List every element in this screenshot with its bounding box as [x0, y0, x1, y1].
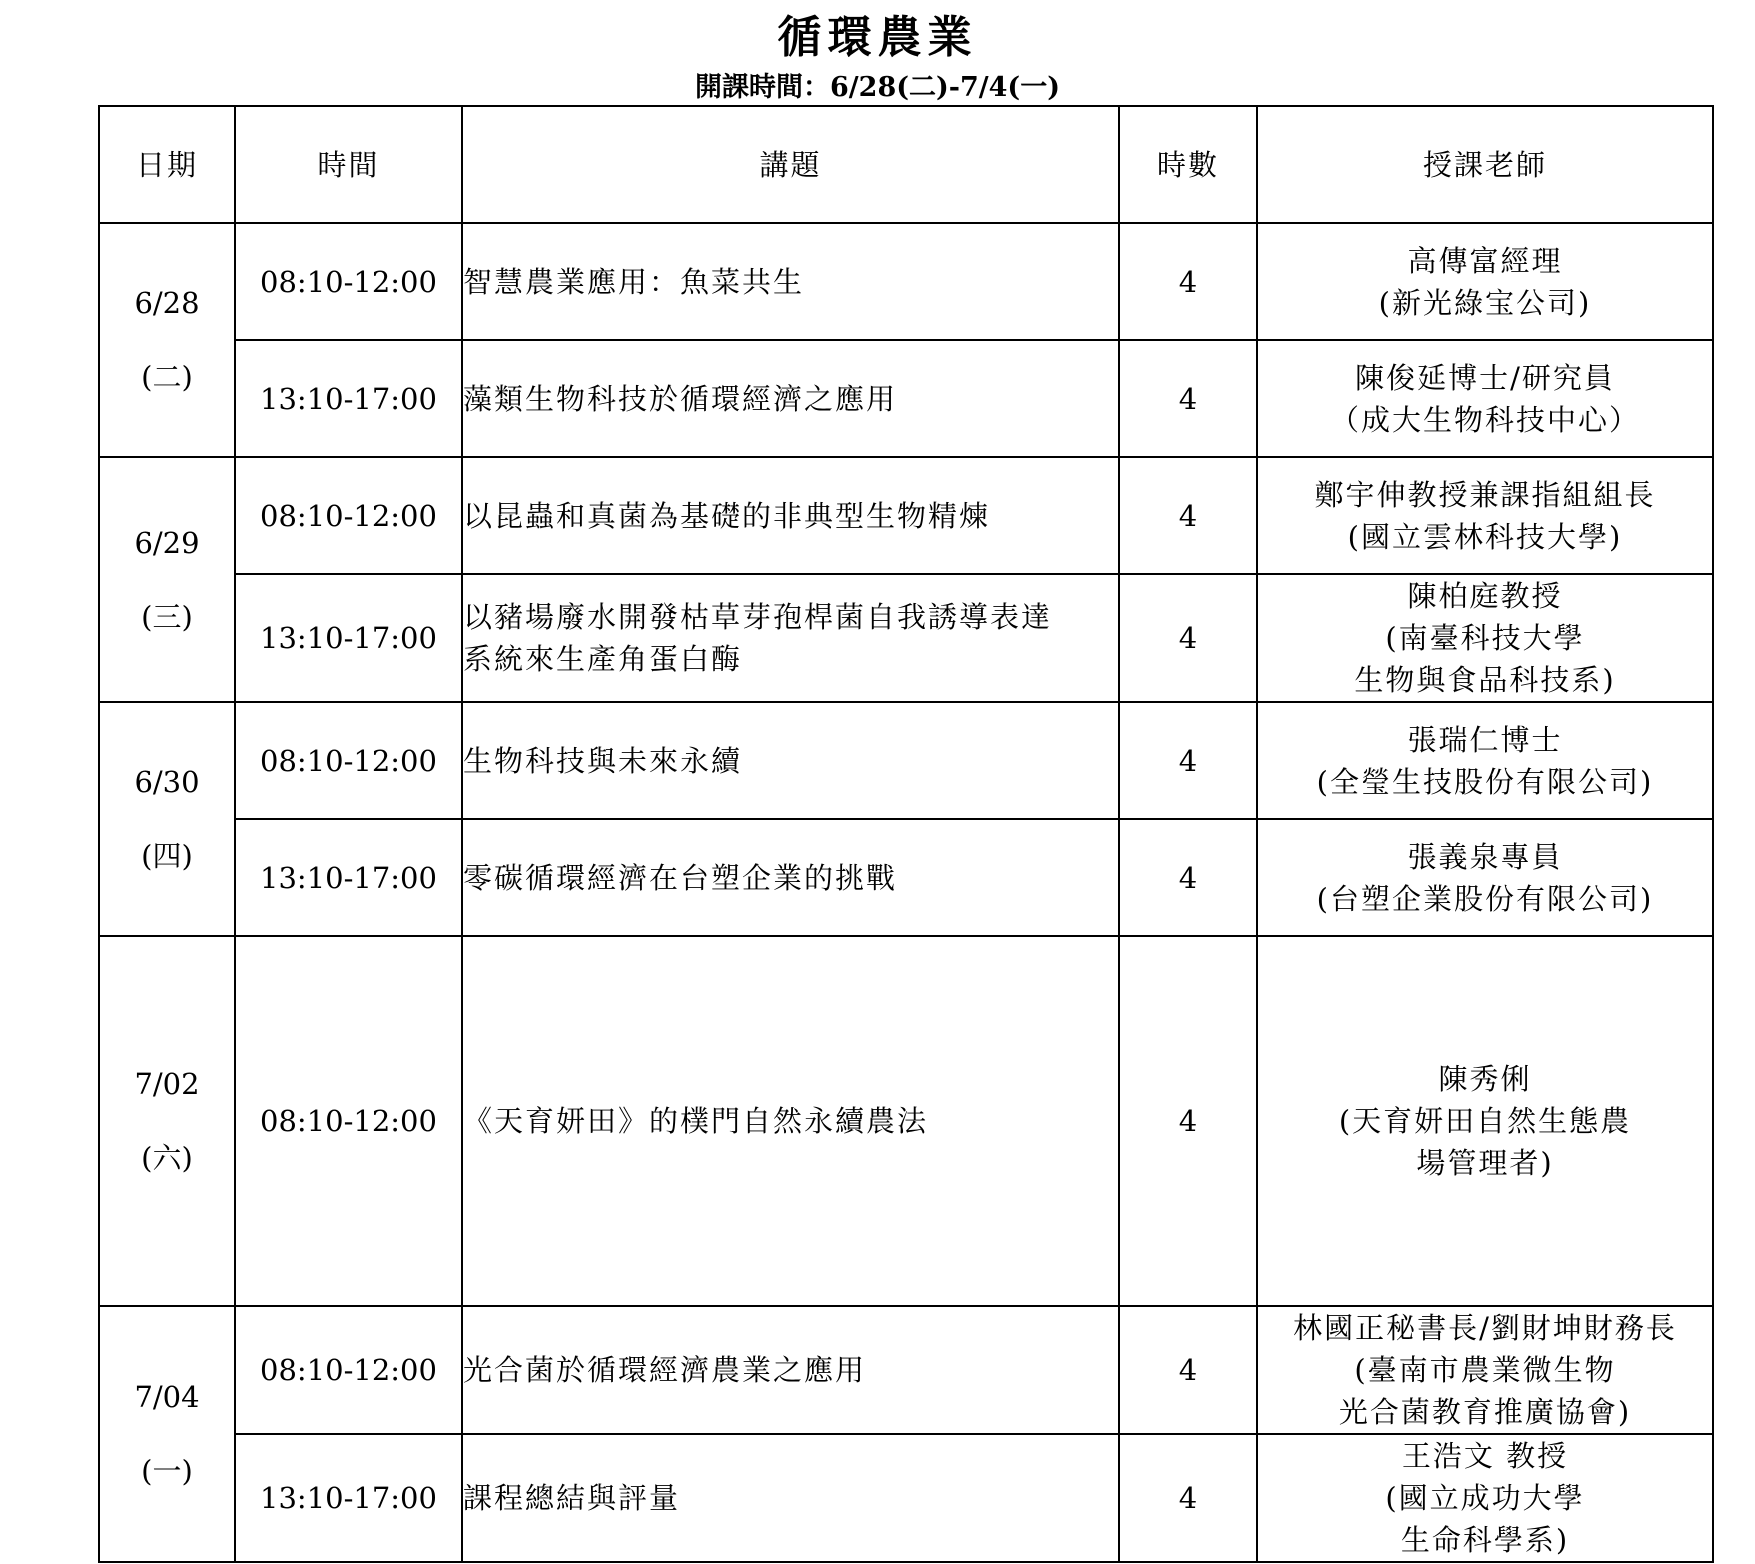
time-cell: 13:10-17:00	[235, 574, 462, 702]
teacher-line: 陳柏庭教授	[1407, 579, 1563, 613]
teacher-line: (臺南市農業微生物	[1354, 1353, 1616, 1387]
course-schedule-table	[98, 105, 1714, 1563]
teacher-line: 林國正秘書長/劉財坤財務長	[1293, 1311, 1677, 1345]
topic-cell	[462, 936, 1119, 1306]
teacher-line: (國立成功大學	[1385, 1481, 1585, 1515]
topic-line: 智慧農業應用：魚菜共生	[463, 264, 805, 299]
teacher-line: 鄭宇伸教授兼課指組組長	[1314, 477, 1656, 512]
teacher-line: 場管理者)	[1416, 1146, 1554, 1180]
hours-cell: 4	[1119, 574, 1257, 702]
teacher-line: (全瑩生技股份有限公司)	[1316, 764, 1654, 799]
weekday-value: (四)	[141, 839, 193, 873]
column-header-time: 時間	[235, 106, 462, 223]
teacher-line: 陳秀俐	[1438, 1062, 1532, 1096]
teacher-line: 生物與食品科技系)	[1354, 663, 1616, 697]
table-row	[99, 936, 1713, 1306]
hours-cell: 4	[1119, 223, 1257, 340]
table-row	[99, 457, 1713, 574]
hours-cell: 4	[1119, 936, 1257, 1306]
teacher-line: 陳俊延博士/研究員	[1355, 360, 1615, 395]
topic-cell	[462, 702, 1119, 819]
date-cell	[99, 1306, 235, 1562]
topic-cell	[462, 1306, 1119, 1434]
teacher-line: 張義泉專員	[1407, 839, 1563, 874]
topic-cell	[462, 819, 1119, 936]
hours-cell: 4	[1119, 1306, 1257, 1434]
date-value: 7/04	[134, 1380, 200, 1414]
teacher-line: (國立雲林科技大學)	[1347, 519, 1623, 554]
table-row	[99, 1306, 1713, 1434]
teacher-cell	[1257, 340, 1713, 457]
table-header-row	[99, 106, 1713, 223]
hours-cell: 4	[1119, 702, 1257, 819]
teacher-line: (天育妍田自然生態農	[1338, 1104, 1632, 1138]
topic-line: 以昆蟲和真菌為基礎的非典型生物精煉	[463, 498, 991, 533]
column-header-teacher: 授課老師	[1257, 106, 1713, 223]
topic-line: 零碳循環經濟在台塑企業的挑戰	[463, 860, 898, 895]
topic-line: 光合菌於循環經濟農業之應用	[463, 1353, 867, 1387]
weekday-value: (一)	[141, 1454, 193, 1488]
time-cell: 08:10-12:00	[235, 223, 462, 340]
date-value: 7/02	[134, 1067, 200, 1101]
table-row	[99, 574, 1713, 702]
topic-line: 生物科技與未來永續	[463, 743, 743, 778]
date-value: 6/28	[134, 286, 200, 320]
time-cell: 13:10-17:00	[235, 1434, 462, 1562]
teacher-cell	[1257, 1306, 1713, 1434]
teacher-cell	[1257, 574, 1713, 702]
time-cell: 08:10-12:00	[235, 457, 462, 574]
teacher-line: 高傳富經理	[1407, 243, 1563, 278]
teacher-cell	[1257, 223, 1713, 340]
hours-cell: 4	[1119, 819, 1257, 936]
teacher-cell	[1257, 819, 1713, 936]
weekday-value: (三)	[141, 599, 193, 634]
weekday-value: (二)	[141, 360, 193, 394]
date-cell	[99, 936, 235, 1306]
column-header-topic: 講題	[462, 106, 1119, 223]
teacher-line: (新光綠宝公司)	[1378, 285, 1592, 320]
teacher-line: 王浩文 教授	[1401, 1439, 1569, 1473]
topic-cell	[462, 340, 1119, 457]
date-value: 6/30	[134, 765, 200, 799]
time-cell: 13:10-17:00	[235, 340, 462, 457]
hours-cell: 4	[1119, 340, 1257, 457]
teacher-cell	[1257, 457, 1713, 574]
teacher-line: (南臺科技大學	[1385, 621, 1585, 655]
topic-cell	[462, 457, 1119, 574]
column-header-date: 日期	[99, 106, 235, 223]
topic-line: 《天育妍田》的樸門自然永續農法	[463, 1104, 929, 1138]
topic-line: 藻類生物科技於循環經濟之應用	[463, 381, 898, 416]
hours-cell: 4	[1119, 1434, 1257, 1562]
table-row	[99, 819, 1713, 936]
topic-cell	[462, 574, 1119, 702]
table-row	[99, 340, 1713, 457]
teacher-line: (台塑企業股份有限公司)	[1316, 881, 1654, 916]
teacher-line: 生命科學系)	[1400, 1523, 1570, 1557]
time-cell: 08:10-12:00	[235, 1306, 462, 1434]
teacher-cell	[1257, 1434, 1713, 1562]
topic-line: 以豬場廢水開發枯草芽孢桿菌自我誘導表達	[463, 600, 1053, 634]
date-value: 6/29	[134, 525, 200, 560]
time-cell: 08:10-12:00	[235, 936, 462, 1306]
topic-cell	[462, 1434, 1119, 1562]
date-cell	[99, 457, 235, 702]
topic-line: 課程總結與評量	[463, 1481, 681, 1515]
time-cell: 13:10-17:00	[235, 819, 462, 936]
time-cell: 08:10-12:00	[235, 702, 462, 819]
teacher-line: 光合菌教育推廣協會)	[1338, 1395, 1632, 1429]
teacher-cell	[1257, 702, 1713, 819]
page-title: 循環農業	[777, 12, 978, 63]
teacher-cell	[1257, 936, 1713, 1306]
table-row	[99, 702, 1713, 819]
table-row	[99, 1434, 1713, 1562]
topic-cell	[462, 223, 1119, 340]
course-period: 開課時間：6/28(二)-7/4(一)	[695, 72, 1060, 103]
hours-cell: 4	[1119, 457, 1257, 574]
teacher-line: 張瑞仁博士	[1407, 722, 1563, 757]
date-cell	[99, 223, 235, 457]
weekday-value: (六)	[141, 1141, 193, 1175]
topic-line: 系統來生產角蛋白酶	[463, 642, 743, 676]
date-cell	[99, 702, 235, 936]
table-row	[99, 223, 1713, 340]
teacher-line: （成大生物科技中心）	[1329, 402, 1640, 437]
column-header-hours: 時數	[1119, 106, 1257, 223]
